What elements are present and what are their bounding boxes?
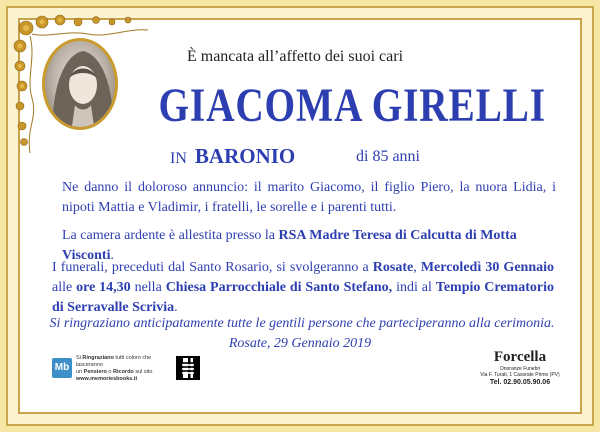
funeral-time: ore 14,30 [76,280,131,295]
crematorium: Tempio Crematorio di Serravalle Scrivia [52,280,554,315]
funeral-church: Chiesa Parrocchiale di Santo Stefano, [165,280,393,295]
agency-phone: Tel. 02.90.05.90.06 [489,379,551,386]
mb-bold: Ringraziano [82,355,114,361]
agency-name: Forcella [493,349,547,365]
funeral-agency [480,349,560,386]
wake-end: . [110,248,114,263]
mb-bold: Ricordo [113,369,134,375]
funeral-details [52,258,554,318]
wake-venue: RSA Madre Teresa di Calcutta di Motta Visconti [62,228,517,263]
funeral-sep: , [413,260,421,275]
announcement-heading: È mancata all’affetto dei suoi cari [186,48,404,65]
funeral-text: I funerali, preceduti dal Santo Rosario, si svolgeranno a [52,260,373,275]
wake-text: La camera ardente è allestita presso la [62,228,279,243]
married-name-line [170,144,470,169]
funeral-text: alle [52,280,77,295]
place-date: Rosate, 29 Gennaio 2019 [228,336,372,351]
family-announcement: Ne danno il doloroso annuncio: il marito Giacomo, il figlio Piero, la nuora Lidia, i nipoti Mattia e Vladimir, i fratelli, le sorelle e i parenti tutti. [62,180,556,215]
memoriesbooks-text [76,355,166,383]
funeral-date: Mercoledì 30 Gennaio [420,260,554,275]
married-surname: BARONIO [194,144,296,168]
mb-text: o [106,369,114,375]
agency-address: Via F. Turati, 1 Casorate Primo (PV) [480,372,560,378]
funeral-end: . [174,300,178,315]
mb-text: Si [76,355,83,361]
memoriesbooks-logo[interactable]: Mb [52,358,72,378]
mb-text: sul sito [133,369,153,375]
funeral-text: nella [130,280,166,295]
qr-code[interactable] [176,356,200,380]
madonna-portrait [42,38,118,130]
deceased-name: GIACOMA GIRELLI [158,79,546,132]
funeral-town: Rosate [372,260,414,275]
funeral-text: indi al [392,280,436,295]
agency-subtitle: Onoranze Funebri [499,366,541,372]
thanks-line: Si ringraziano anticipatamente tutte le gentili persone che parteciperanno alla cerimonia. [49,316,555,331]
married-prefix: IN [170,150,187,167]
mb-bold: Pensiero [83,369,107,375]
age-text: di 85 anni [356,148,420,165]
mb-text: tutti coloro che lasceranno [76,355,152,368]
mb-text: un [76,369,84,375]
memoriesbooks-url[interactable]: www.memoriesbooks.it [76,376,138,382]
